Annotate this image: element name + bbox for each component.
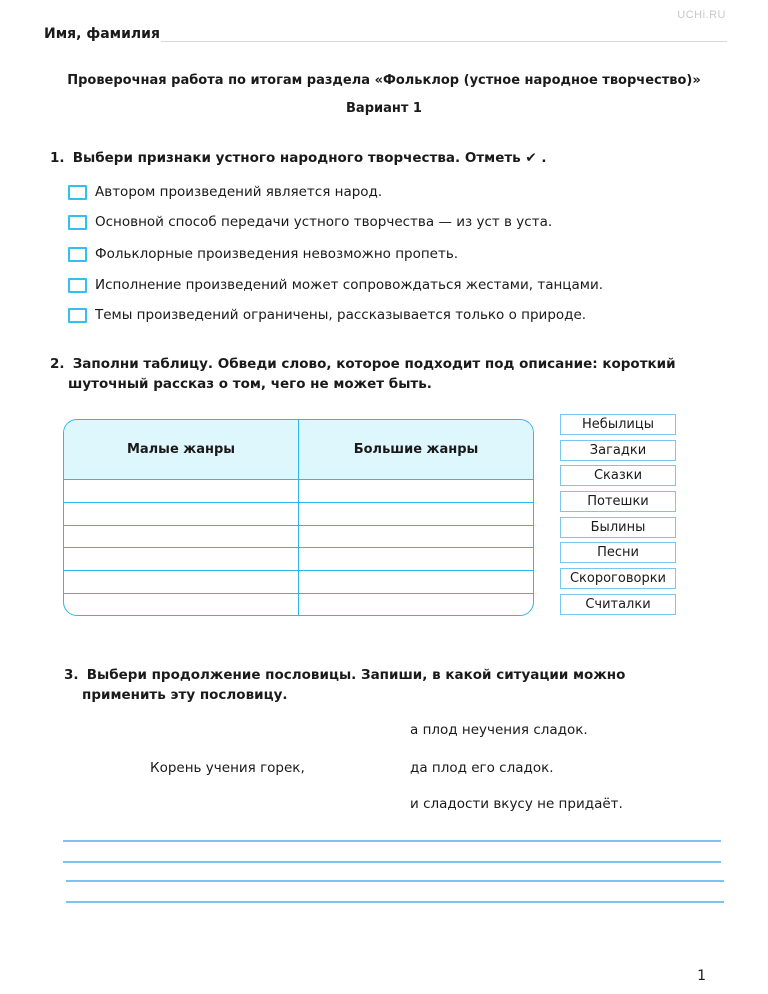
table-cell[interactable] [299,480,533,502]
brand-logo: UCHi.RU [677,9,726,21]
word-skorogovorki[interactable]: Скороговорки [560,568,676,589]
question-text: Выбери признаки устного народного творчества. Отметь [72,150,521,166]
proverb-start: Корень учения горек, [150,760,305,776]
table-row [64,548,533,571]
word-schitalki[interactable]: Считалки [560,594,676,615]
word-zagadki[interactable]: Загадки [560,440,676,461]
option-4[interactable] [68,277,603,293]
proverb-ending-3[interactable]: и сладости вкусу не придаёт. [410,796,623,812]
table-cell[interactable] [64,526,299,548]
variant-label: Вариант 1 [346,101,422,116]
table-row [64,594,533,616]
option-3[interactable] [68,246,458,262]
question-3-title [64,665,714,705]
name-field-row [44,26,727,42]
table-cell[interactable] [299,526,533,548]
question-number: 1. [50,150,65,166]
table-cell[interactable] [64,548,299,570]
word-pesni[interactable]: Песни [560,542,676,563]
header-large-genres: Большие жанры [353,442,479,457]
table-cell[interactable] [64,571,299,593]
question-number: 2. [50,356,65,372]
checkmark-icon: ✔ [525,150,537,166]
question-text-line-2: шуточный рассказ о том, чего не может быть. [68,376,432,392]
question-2-title [50,354,730,394]
table-cell[interactable] [64,480,299,502]
question-text-line-2: применить эту пословицу. [82,687,288,703]
answer-line[interactable] [63,861,721,863]
table-cell[interactable] [299,571,533,593]
option-label: Исполнение произведений может сопровождаться жестами, танцами. [95,277,604,293]
proverb-ending-1[interactable]: а плод неучения сладок. [410,722,588,738]
name-label: Имя, фамилия [44,26,160,42]
word-poteshki[interactable]: Потешки [560,491,676,512]
answer-line[interactable] [66,901,724,903]
table-row [64,503,533,526]
question-text-line-1: Заполни таблицу. Обведи слово, которое подходит под описание: короткий [72,356,676,372]
table-cell[interactable] [299,594,533,616]
word-bank [560,414,676,620]
checkbox[interactable] [68,278,87,293]
checkbox[interactable] [68,185,87,200]
checkbox[interactable] [68,308,87,323]
table-cell[interactable] [64,503,299,525]
question-1-title [50,148,547,168]
worksheet-title: Проверочная работа по итогам раздела «Фольклор (устное народное творчество)» [67,73,701,88]
word-byliny[interactable]: Былины [560,517,676,538]
option-5[interactable] [68,307,586,323]
option-label: Основной способ передачи устного творчества — из уст в уста. [95,214,553,230]
question-punct: . [536,150,547,166]
checkbox[interactable] [68,247,87,262]
header-small-genres: Малые жанры [64,420,299,479]
page-number: 1 [697,968,706,984]
table-row [64,526,533,549]
answer-line[interactable] [63,840,721,842]
word-nebylitsy[interactable]: Небылицы [560,414,676,435]
table-header [64,420,533,480]
table-cell[interactable] [299,503,533,525]
question-text-line-1: Выбери продолжение пословицы. Запиши, в какой ситуации можно [86,667,626,683]
table-row [64,571,533,594]
option-2[interactable] [68,214,552,230]
table-cell[interactable] [299,548,533,570]
checkbox[interactable] [68,215,87,230]
name-input-line[interactable] [161,28,727,42]
genre-table [63,419,534,616]
table-cell[interactable] [64,594,299,616]
question-number: 3. [64,667,79,683]
answer-line[interactable] [66,880,724,882]
option-label: Темы произведений ограничены, рассказывается только о природе. [95,307,587,323]
option-label: Фольклорные произведения невозможно пропеть. [95,246,459,262]
proverb-ending-2[interactable]: да плод его сладок. [410,760,554,776]
word-skazki[interactable]: Сказки [560,465,676,486]
option-label: Автором произведений является народ. [95,184,383,200]
table-row [64,480,533,503]
option-1[interactable] [68,184,382,200]
